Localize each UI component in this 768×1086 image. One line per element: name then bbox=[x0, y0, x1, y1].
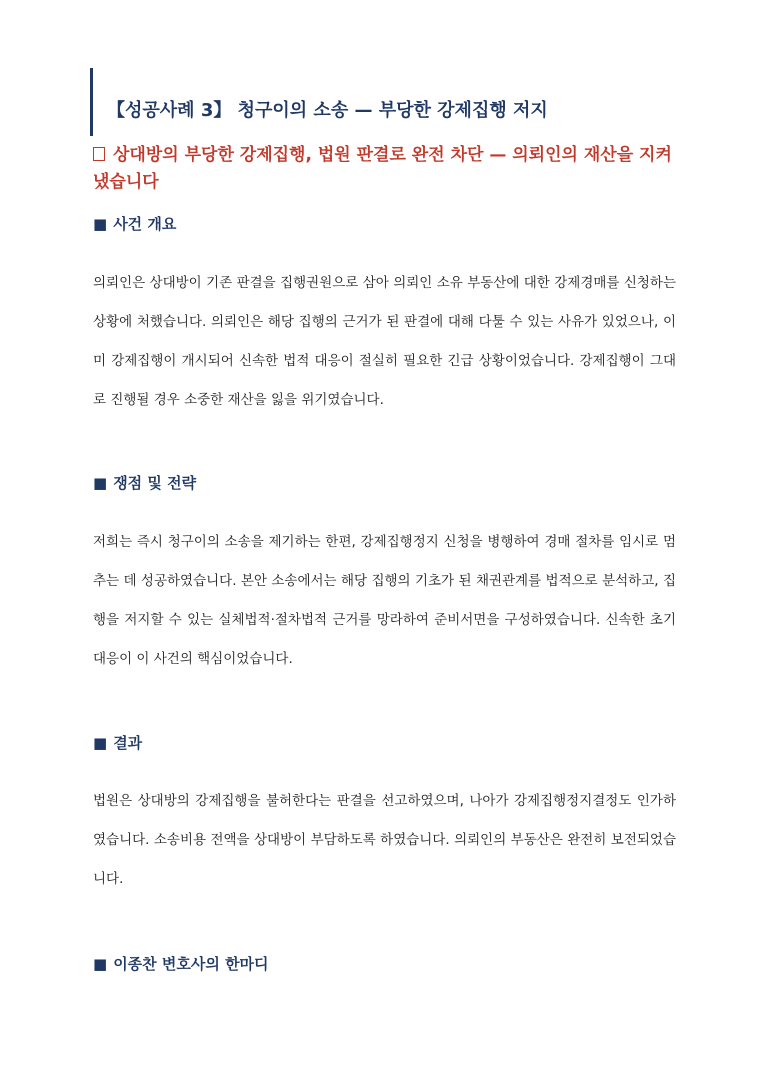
section-heading-lawyer-comment bbox=[93, 953, 269, 974]
section-heading-text: 쟁점 및 전략 bbox=[113, 474, 197, 492]
section-heading-strategy bbox=[93, 472, 196, 493]
subtitle bbox=[93, 142, 678, 196]
section-body-strategy: 저희는 즉시 청구이의 소송을 제기하는 한편, 강제집행정지 신청을 병행하여 경매 절차를 임시로 멈추는 데 성공하였습니다. 본안 소송에서는 해당 집행의 기초가 된 채권관계를 법적으로 분석하고, 집행을 저지할 수 있는 실체법적·절차법적 근거를 망라하여 준비서면을 구성하였습니다. 신속한 초기 대응이 이 사건의 핵심이었습니다. bbox=[93, 534, 676, 667]
checkbox-glyph-icon bbox=[93, 147, 105, 161]
section-heading-text: 사건 개요 bbox=[113, 215, 177, 233]
square-bullet-icon: ■ bbox=[93, 215, 108, 233]
section-body-result: 법원은 상대방의 강제집행을 불허한다는 판결을 선고하였으며, 나아가 강제집행정지결정도 인가하였습니다. 소송비용 전액을 상대방이 부담하도록 하였습니다. 의뢰인의 부동산은 완전히 보전되었습니다. bbox=[93, 793, 676, 887]
square-bullet-icon: ■ bbox=[93, 474, 108, 492]
subtitle-text: 상대방의 부당한 강제집행, 법원 판결로 완전 차단 — 의뢰인의 재산을 지켜냈습니다 bbox=[93, 145, 672, 192]
section-body-overview: 의뢰인은 상대방이 기존 판결을 집행권원으로 삼아 의뢰인 소유 부동산에 대한 강제경매를 신청하는 상황에 처했습니다. 의뢰인은 해당 집행의 근거가 된 판결에 대해 다툴 수 있는 사유가 있었으나, 이미 강제집행이 개시되어 신속한 법적 대응이 절실히 필요한 긴급 상황이었습니다. 강제집행이 그대로 진행될 경우 소중한 재산을 잃을 위기였습니다. bbox=[93, 275, 676, 408]
square-bullet-icon: ■ bbox=[93, 734, 108, 752]
title-block bbox=[90, 68, 683, 136]
section-heading-text: 결과 bbox=[113, 734, 143, 752]
square-bullet-icon: ■ bbox=[93, 955, 108, 973]
section-heading-overview bbox=[93, 213, 176, 234]
section-heading-text: 이종찬 변호사의 한마디 bbox=[113, 955, 269, 973]
section-heading-result bbox=[93, 732, 142, 753]
page-title: 【성공사례 3】 청구이의 소송 — 부당한 강제집행 저지 bbox=[107, 100, 548, 121]
